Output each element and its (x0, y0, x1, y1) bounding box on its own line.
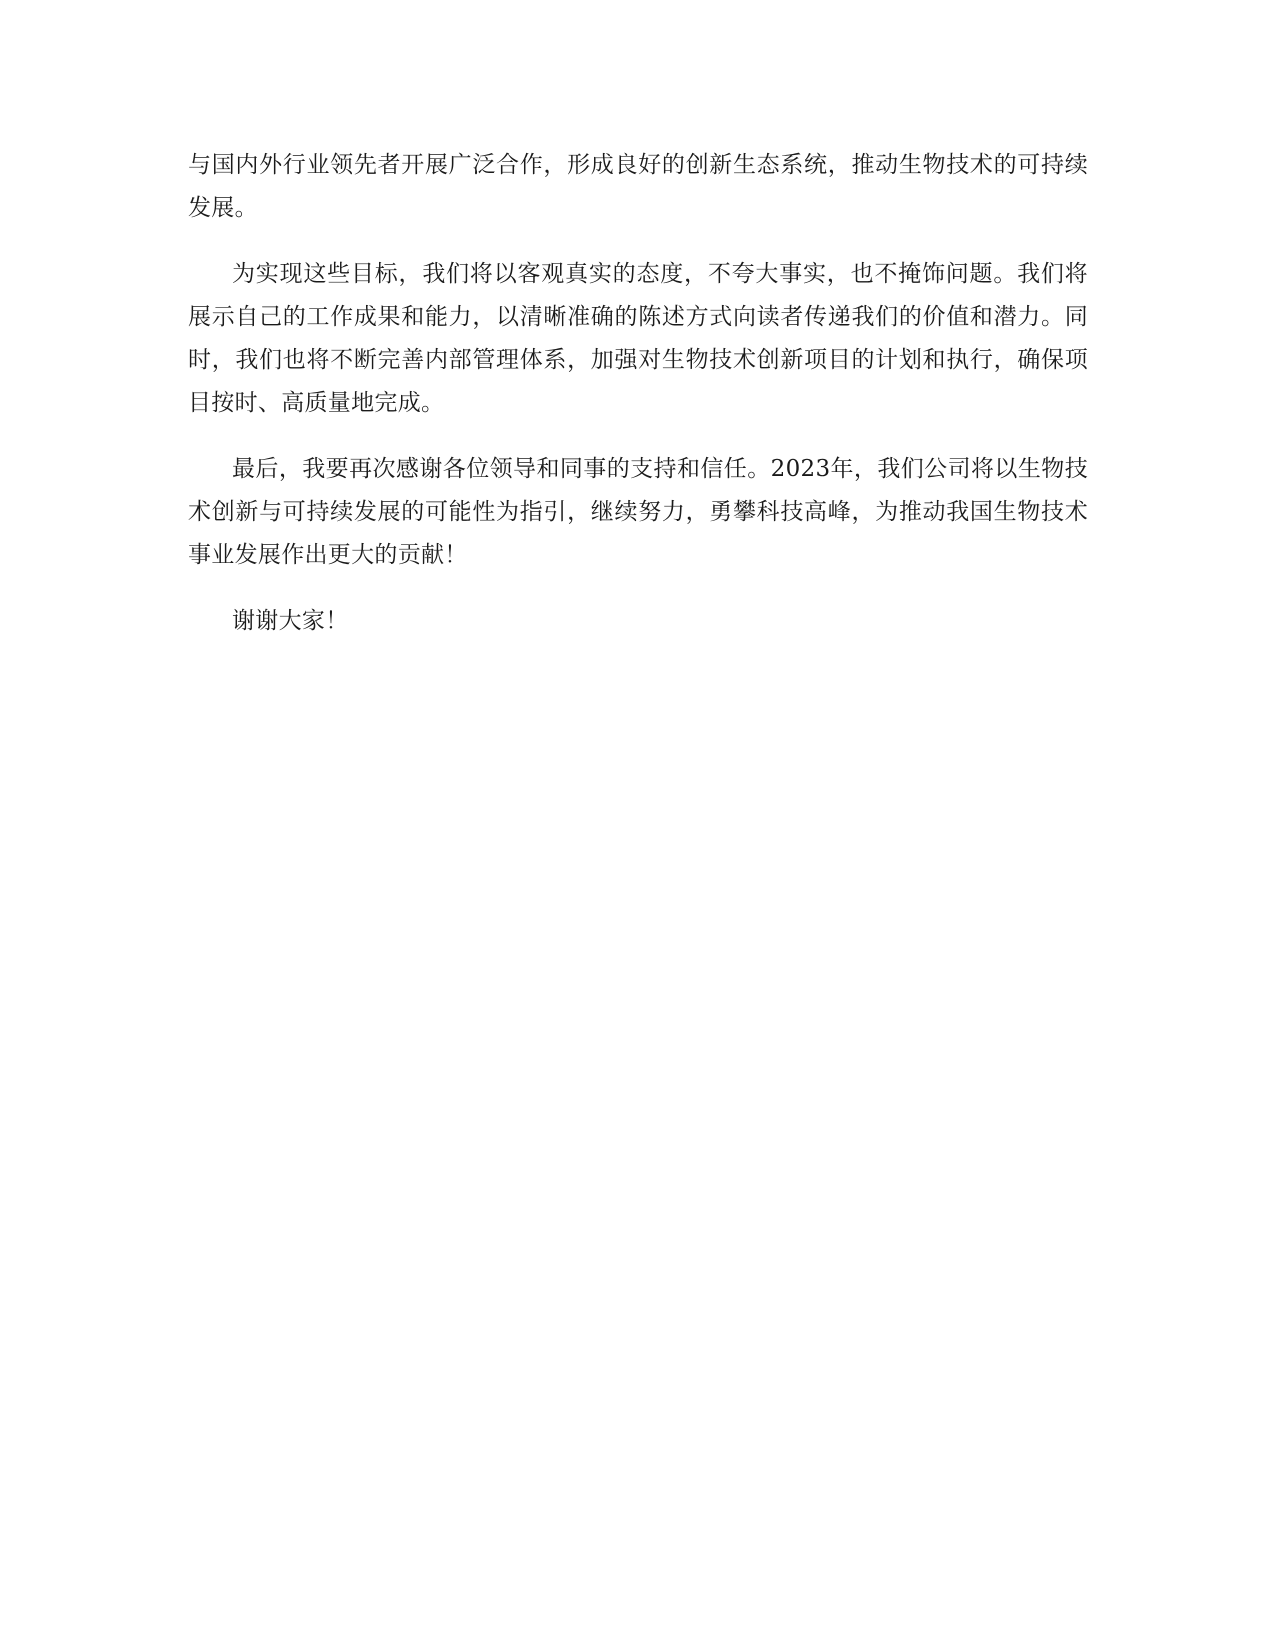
paragraph-continuation: 与国内外行业领先者开展广泛合作，形成良好的创新生态系统，推动生物技术的可持续发展。 (188, 152, 1088, 221)
paragraph-thanks: 最后，我要再次感谢各位领导和同事的支持和信任。2023年，我们公司将以生物技术创新与可持续发展的可能性为指引，继续努力，勇攀科技高峰，为推动我国生物技术事业发展作出更大的贡献！ (188, 456, 1088, 568)
paragraph-goals: 为实现这些目标，我们将以客观真实的态度，不夸大事实，也不掩饰问题。我们将展示自己的工作成果和能力，以清晰准确的陈述方式向读者传递我们的价值和潜力。同时，我们也将不断完善内部管理体系，加强对生物技术创新项目的计划和执行，确保项目按时、高质量地完成。 (188, 261, 1088, 416)
paragraph-closing: 谢谢大家！ (232, 608, 349, 634)
document-body (188, 144, 1088, 666)
